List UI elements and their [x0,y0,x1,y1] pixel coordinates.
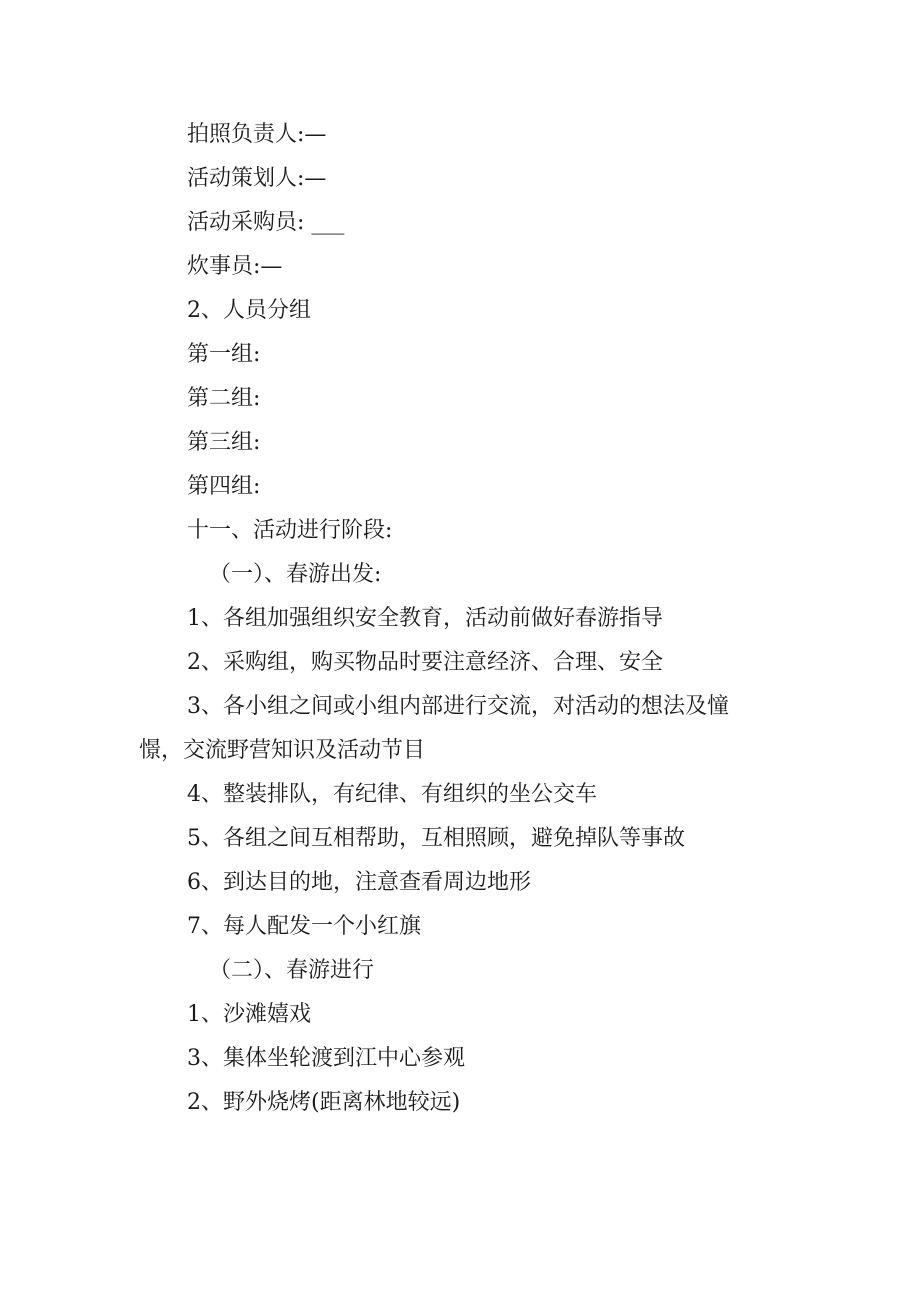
group-one-line: 第一组: [187,342,261,367]
progress-item-2: 2、野外烧烤(距离林地较远) [187,1090,461,1115]
departure-item-2: 2、采购组，购买物品时要注意经济、合理、安全 [187,650,663,675]
grouping-heading: 2、人员分组 [187,298,311,323]
departure-item-1: 1、各组加强组织安全教育，活动前做好春游指导 [187,606,663,631]
progress-item-3: 3、集体坐轮渡到江中心参观 [187,1046,465,1071]
departure-item-7: 7、每人配发一个小红旗 [187,914,421,939]
departure-item-3-continued: 憬，交流野营知识及活动节目 [139,738,426,763]
group-three-line: 第三组: [187,430,261,455]
departure-item-5: 5、各组之间互相帮助，互相照顾，避免掉队等事故 [187,826,685,851]
purchaser-line: 活动采购员: ___ [187,210,345,235]
document-body [139,113,779,1125]
subsection-progress-heading: （二）、春游进行 [209,958,375,983]
departure-item-3: 3、各小组之间或小组内部进行交流，对活动的想法及憧 [187,694,729,719]
group-two-line: 第二组: [187,386,261,411]
group-four-line: 第四组: [187,474,261,499]
subsection-departure-heading: （一）、春游出发: [209,562,382,587]
section-eleven-heading: 十一、活动进行阶段: [187,518,393,543]
planner-line: 活动策划人:— [187,166,327,191]
photographer-line: 拍照负责人:— [187,122,327,147]
departure-item-4: 4、整装排队，有纪律、有组织的坐公交车 [187,782,597,807]
progress-item-1: 1、沙滩嬉戏 [187,1002,311,1027]
cook-line: 炊事员:— [187,254,283,279]
departure-item-6: 6、到达目的地，注意查看周边地形 [187,870,531,895]
